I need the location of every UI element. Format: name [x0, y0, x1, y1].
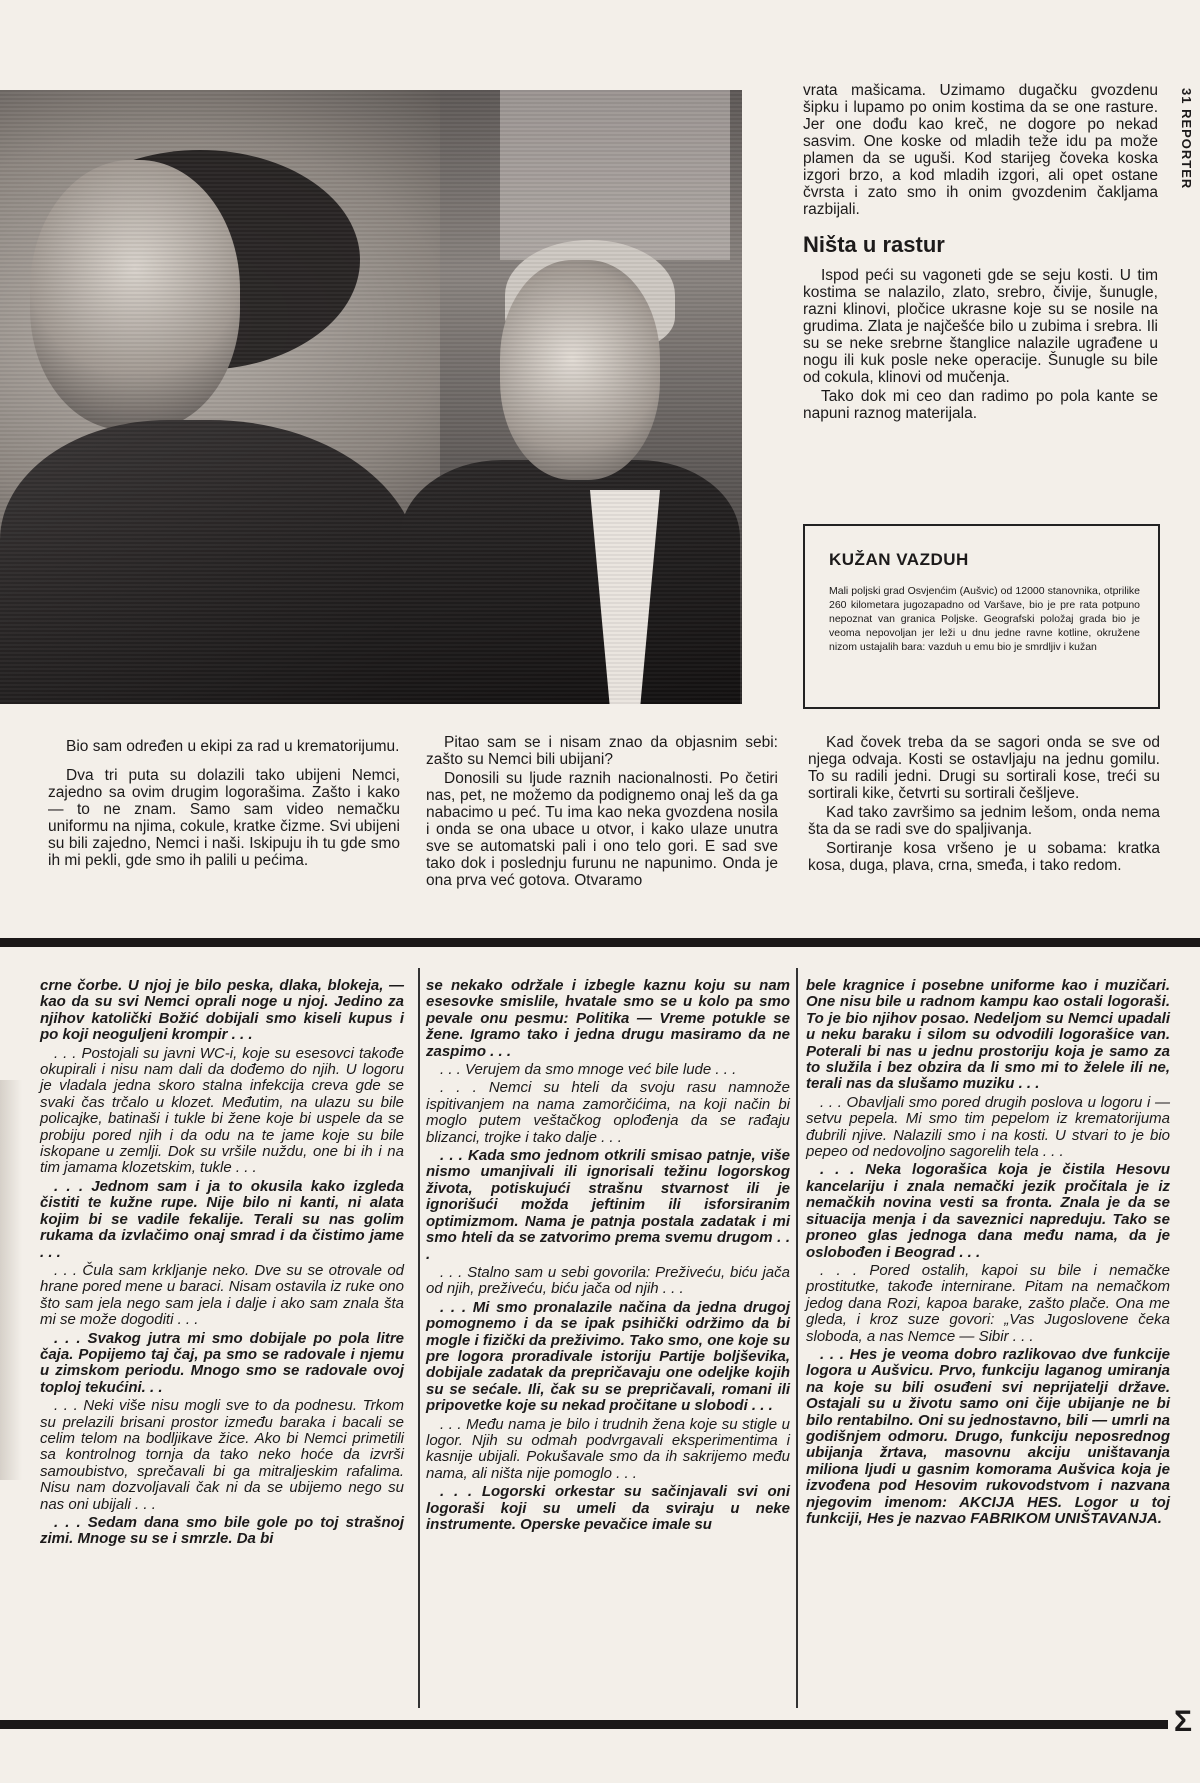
paragraph: Pitao sam se i nisam znao da objasnim sebi: zašto su Nemci bili ubijani? — [426, 734, 778, 768]
testimony-paragraph: . . . Pored ostalih, kapoi su bile i nemačke prostitutke, takođe internirane. Pitam na nemačkom jedog dana Rozi, kapoa barake, zašto plače. Ona me gleda, i kroz suze govori: „Vas Jugoslovene čeka sloboda, a nas Nemce — Sibir . . . — [806, 1261, 1170, 1345]
testimony-paragraph: se nekako održale i izbegle kaznu koju su nam esesovke smislile, hvatale smo se u kolo pa smo pevale onu pesmu: Politika — Vreme potukle se žene. Igramo tako i jedna drugu masiramo da ne zaspimo . . . — [426, 977, 790, 1060]
testimony-paragraph: . . . Kada smo jednom otkrili smisao patnje, više nismo umanjivali ili ignorisali težinu logorskog života, potiskujući strašnu stvarnost ili je ignorišući možda jeftinim ili isforsiranim optimizmom. Nama je patnja postala zadatak i mi smo hteli da se zatvorimo prema svemu drugom . . . — [426, 1147, 790, 1263]
testimony-paragraph: . . . Neki više nisu mogli sve to da podnesu. Trkom su prelazili brisani prostor između baraka i bacali se celim telom na bodljikave žice. Ako bi Nemci primetili sa kontrolnog tornja da tako neko hoće da izvrši samoubistvo, sprečavali bi ga mitraljeskim rafalima. Nisu nam dozvoljavali čak ni da se ubijemo nego su nas oni ubijali . . . — [40, 1397, 404, 1513]
testimony-paragraph: . . . Svakog jutra mi smo dobijale po pola litre čaja. Popijemo taj čaj, pa smo se radovale i njemu u zimskom periodu. Mnogo smo se radovale ovoj toploj tekućini. . . — [40, 1329, 404, 1396]
testimony-paragraph: . . . Čula sam krkljanje neko. Dve su se otrovale od hrane pored mene u baraci. Nisam ostavila iz ruke ono što sam jela nego sam jela i dalje i ako sam znala šta mi se može dogoditi . . . — [40, 1261, 404, 1329]
subheading: Ništa u rastur — [803, 232, 945, 257]
testimony-paragraph: . . . Hes je veoma dobro razlikovao dve funkcije logora u Aušvicu. Prvo, funkciju laganog umiranja na koje su bili osuđeni svi neprijatelji države. Ostajali su u životu samo oni čije ubijanje ne bi bilo rentabilno. Oni su jednostavno, bili — umrli na godišnjem odmoru. Drugo, funkciju neposrednog ubijanja žrtava, masovnu akciju uništavanja miliona ljudi u gasnim komorama Aušvica koja je izvođena pod Hesovim rukovodstvom i nazvana njegovim imenom: AKCIJA HES. Logor u toj funkciji, Hes je nazvao FABRIKOM UNIŠTAVANJA. — [806, 1345, 1170, 1527]
paragraph: Sortiranje kosa vršeno je u sobama: kratka kosa, duga, plava, crna, smeđa, i tako redom. — [808, 840, 1160, 874]
testimony-paragraph: . . . Stalno sam u sebi govorila: Preživeću, biću jača od njih, preživeću, biću jača od njih . . . — [426, 1263, 790, 1298]
bottom-column-1 — [40, 978, 404, 1550]
testimony-paragraph: . . . Među nama je bilo i trudnih žena koje su stigle u logor. Njih su odmah podvrgavali eksperimentima i kasnije ubijali. Pokušavale smo da ih sakrijemo među nama, ali ništa nije pomoglo . . . — [426, 1415, 790, 1482]
mid-column-1 — [48, 738, 400, 881]
page-label: 31 REPORTER — [1179, 88, 1194, 190]
box-text: Mali poljski grad Osvjenćim (Aušvic) od 12000 stanovnika, otprilike 260 kilometara jugozapadno od Varšave, bio je pre rata potpuno nepoznat van granica Poljske. Geografski položaj grada bio je veoma nepovoljan jer leži u dnu jedne ravne kotline, okružene nizom ustajalih bara: vazduh u emu bio je smrdljiv i kužan — [829, 585, 1140, 653]
paragraph: Donosili su ljude raznih nacionalnosti. Po četiri nas, pet, ne možemo da podignemo onaj leš da ga nabacimo u peć. Tu ima kao neka gvozdena nosila i onda se ona ubace u otvor, i kako ulaze unutra sve se automatski pali i ono telo gori. E sad sve tako dok i poslednju furunu ne napunimo. Onda je ona prva već gotova. Otvaramo — [426, 770, 778, 889]
top-right-column — [803, 82, 1158, 434]
paragraph: Bio sam određen u ekipi za rad u krematorijumu. — [66, 738, 400, 755]
paragraph: Tako dok mi ceo dan radimo po pola kante se napuni raznog materijala. — [803, 388, 1158, 422]
testimony-paragraph: . . . Verujem da smo mnoge već bile lude . . . — [440, 1061, 737, 1079]
testimony-paragraph: bele kragnice i posebne uniforme kao i muzičari. One nisu bile u radnom kampu kao ostali logoraši. To je bio njihov posao. Nedeljom su Nemci upadali u neku baraku i silom su odvodili logorašice van. Poterali bi nas u jednu prostoriju koja je samo za to služila i bez obzira da li smo mi to želele ili ne, terali nas da slušamo muziku . . . — [806, 977, 1170, 1093]
column-divider — [796, 968, 798, 1708]
testimony-paragraph: . . . Mi smo pronalazile načina da jedna drugoj pomognemo i da se ipak psihički održimo da bi mogle i fizički da preživimo. Tako smo, one koje su pre logora proradivale istoriju Partije boljševika, dobijale zadatak da prepričavaju one odeljke kojih su se sećale. Ili, čak su se prepričavali, romani ili pripovetke koje su nekad pročitane u slobodi . . . — [426, 1298, 790, 1415]
bottom-column-2 — [426, 978, 790, 1535]
section-rule — [0, 938, 1200, 947]
mid-column-3 — [808, 734, 1160, 886]
testimony-paragraph: . . . Obavljali smo pored drugih poslova u logoru i — setvu pepela. Mi smo tim pepelom iz krematorijuma đubrili njive. Nalazili smo i na kosti. U stvari to je bio pepeo od nedovoljno sagorelih tela . . . — [806, 1093, 1170, 1161]
testimony-paragraph: . . . Neka logorašica koja je čistila Hesovu kancelariju i znala nemački jezik pročitala je iz nemačkih novina vesti sa fronta. Znala je da se situacija menja i da saveznici napreduju. Tako se proneo glas jednoga dana među nama, da je oslobođen i Beograd . . . — [806, 1161, 1170, 1261]
testimony-paragraph: . . . Nemci su hteli da svoju rasu namnože ispitivanjem na nama zamorčićima, na koji način bi moglo putem veštačkog oplođenja da se rađaju blizanci, trojke i tako dalje . . . — [426, 1079, 790, 1146]
bottom-rule — [0, 1720, 1168, 1729]
paragraph: Ispod peći su vagoneti gde se seju kosti. U tim kostima se nalazilo, zlato, srebro, čivije, šunugle, razni klinovi, pločice ukrasne koje su se nosile na grudima. Zlata je najčešće bilo u zubima i srebra. Ili su se neke srebrne štanglice nalazile ugrađene u nogu ili kuk posle neke operacije. Šunugle su bile od cokula, klinovi od mučenja. — [803, 267, 1158, 386]
paper-stain — [0, 1080, 22, 1480]
testimony-paragraph: . . . Postojali su javni WC-i, koje su esesovci takođe okupirali i nisu nam dali da dođemo do njih. U logoru je vladala jedna skoro stalna infekcija creva gde se svaki čas trčalo u klozet. Međutim, na ulazu su bile policajke, batinaši i tukle bi žene koje bi uspele da se probiju pored njih i da odu na te jame koje su bile iskopane u zemlji. Dok su vršile nuždu, one bi ih i na tim jamama klozetskim, tukle . . . — [40, 1044, 404, 1177]
testimony-paragraph: . . . Jednom sam i ja to okusila kako izgleda čistiti te kužne rupe. Nije bilo ni kanti, ni alata kojim bi se vadile fekalije. Terali su nas golim rukama da izvlačimo onaj smrad i da čistimo jame . . . — [40, 1177, 404, 1261]
mid-column-2 — [426, 734, 778, 901]
paragraph: vrata mašicama. Uzimamo dugačku gvozdenu šipku i lupamo po onim kostima da se one rasture. Jer one dođu kao kreč, ne dogore po nekad sasvim. One koske od mladih teže idu pa može plamen da se uguši. Kod starijeg čoveka koska izgori brzo, a kod mladih izgori, ali opet ostane čvrsta i zato smo ih onim gvozdenim čakljama razbijali. — [803, 82, 1158, 218]
column-divider — [418, 968, 420, 1708]
paragraph: Kad čovek treba da se sagori onda se sve od njega odvaja. Kosti se ostavljaju na jednu gomilu. To su radili jedni. Drugi su sortirali kose, treći su sortirali kike, četvrti su sortirali češljeve. — [808, 734, 1160, 802]
testimony-paragraph: crne čorbe. U njoj je bilo peska, dlaka, blokeja, — kao da su svi Nemci oprali noge u njoj. Jedino za njihov katolički Božić dobijali smo kiseli kupus i po koji neoguljeni krompir . . . — [40, 977, 404, 1044]
box-title: KUŽAN VAZDUH — [829, 550, 969, 569]
photo-grain — [0, 90, 742, 704]
paragraph: Dva tri puta su dolazili tako ubijeni Nemci, zajedno sa ovim drugim logorašima. Zašto i kako — to ne znam. Samo sam video nemačku uniformu na njima, cokule, kratke čizme. Svi ubijeni su bili zajedno, Nemci i naši. Iskipuju ih tu gde smo ih mi pekli, gde smo ih palili u pećima. — [48, 767, 400, 869]
sidebar-box — [803, 524, 1160, 709]
article-photo — [0, 90, 742, 704]
testimony-paragraph: . . . Logorski orkestar su sačinjavali svi oni logoraši koji su umeli da sviraju u neke instrumente. Operske pevačice imale su — [426, 1483, 790, 1533]
testimony-paragraph: . . . Sedam dana smo bile gole po toj strašnoj zimi. Mnoge su se i smrzle. Da bi — [40, 1514, 404, 1548]
bottom-column-3 — [806, 978, 1170, 1529]
end-mark-icon: Σ — [1173, 1705, 1192, 1738]
paragraph: Kad tako završimo sa jednim lešom, onda nema šta da se radi sve do spaljivanja. — [808, 804, 1160, 838]
